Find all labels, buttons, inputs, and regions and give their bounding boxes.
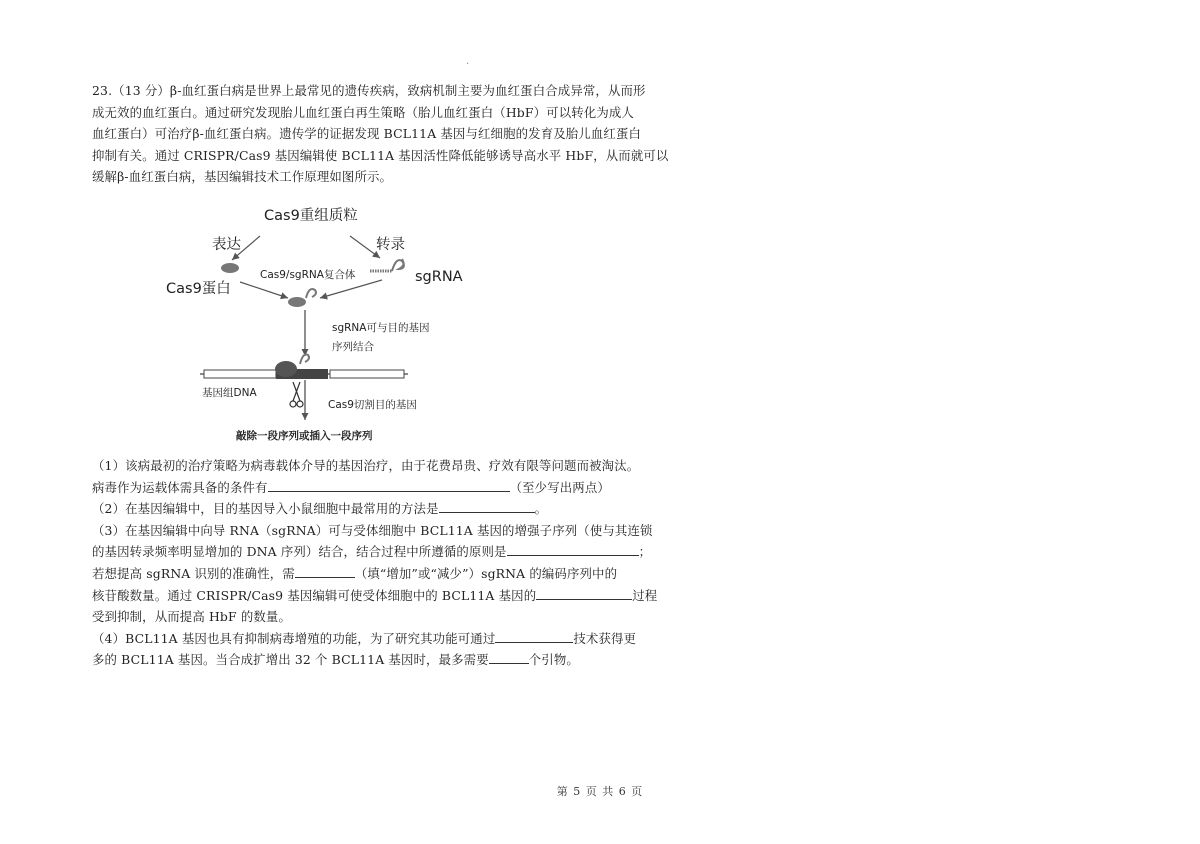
bound-complex [275,361,297,377]
q3-line [92,541,652,563]
answer-blank[interactable] [489,649,529,664]
sgrna-hairpin [392,259,404,271]
plasmid-label: Cas9重组质粒 [264,208,358,224]
bound-hairpin [300,354,309,364]
binding-label-line1: sgRNA可与目的基因 [332,322,430,334]
binding-label-line2: 序列结合 [332,341,374,353]
q3-text: 核苷酸数量。通过 CRISPR/Cas9 基因编辑可使受体细胞中的 BCL11A 基因的 [92,587,537,603]
question-parts [92,455,658,671]
q2-line [92,498,592,520]
q3-line [92,520,653,542]
q1-line [92,455,640,477]
dna-segment-left [204,370,276,378]
answer-blank[interactable] [295,563,355,578]
q1-text: （至少写出两点） [509,479,610,495]
question-intro [92,80,669,188]
transcribe-label: 转录 [376,237,405,253]
q1-text: （1）该病最初的治疗策略为病毒载体介导的基因治疗，由于花费昂贵、疗效有限等问题而被淘汰。 [92,458,640,473]
q3-line [92,585,658,607]
q3-line [92,563,618,585]
result-label: 敲除一段序列或插入一段序列 [236,430,373,442]
q4-text: 技术获得更 [573,630,637,646]
q3-text: （填“增加”或“减少”）sgRNA 的编码序列中的 [354,565,618,581]
intro-line: 血红蛋白）可治疗β-血红蛋白病。遗传学的证据发现 BCL11A 基因与红细胞的发育及胎儿血红蛋白 [92,126,642,142]
q3-text: 的基因转录频率明显增加的 DNA 序列）结合，结合过程中所遵循的原则是 [92,544,507,560]
intro-line: 抑制有关。通过 CRISPR/Cas9 基因编辑使 BCL11A 基因活性降低能够诱导高水平 HbF，从而就可以 [92,147,669,163]
cas9-protein-label: Cas9蛋白 [166,281,231,297]
intro-line: 23.（13 分）β-血红蛋白病是世界上最常见的遗传疾病，致病机制主要为血红蛋白合成异常，从而形 [92,83,646,98]
q3-line [92,606,592,628]
cas9-protein-blob [221,263,239,273]
complex-label: Cas9/sgRNA复合体 [260,269,356,281]
dna-segment-right [330,370,404,378]
genomic-dna-label: 基因组DNA [202,387,257,399]
complex-hairpin [306,289,316,298]
intro-line: 缓解β-血红蛋白病，基因编辑技术工作原理如图所示。 [92,169,393,185]
q4-line [92,649,592,671]
q3-text: 过程 [632,587,658,603]
gene-editing-diagram [160,198,500,448]
page-footer: 第 5 页 共 6 页 [556,785,644,798]
q1-line [92,477,610,499]
q3-text: 受到抑制，从而提高 HbF 的数量。 [92,609,291,625]
q3-text: ； [638,544,652,560]
q1-text: 病毒作为运载体需具备的条件有 [92,479,268,495]
q3-text: （3）在基因编辑中向导 RNA（sgRNA）可与受体细胞中 BCL11A 基因的增强子序列（使与其连锁 [92,522,653,538]
q4-text: 个引物。 [528,652,579,668]
cut-label: Cas9切割目的基因 [328,399,417,411]
answer-blank[interactable] [507,541,639,556]
q3-text: 若想提高 sgRNA 识别的准确性，需 [92,565,295,581]
sgrna-label: sgRNA [415,269,463,285]
answer-blank[interactable] [268,477,510,492]
q2-text: 。 [534,501,548,517]
answer-blank[interactable] [439,498,535,513]
complex-blob [288,297,306,307]
q4-line [92,628,637,650]
sgrna-to-complex-arrow [320,280,382,298]
express-label: 表达 [212,237,241,253]
protein-to-complex-arrow [240,282,288,298]
scissors-ring [297,401,303,407]
answer-blank[interactable] [536,585,632,600]
scissors-ring [290,401,296,407]
q4-text: （4）BCL11A 基因也具有抑制病毒增殖的功能，为了研究其功能可通过 [92,630,496,646]
q4-text: 多的 BCL11A 基因。当合成扩增出 32 个 BCL11A 基因时，最多需要 [92,652,489,668]
intro-line: 成无效的血红蛋白。通过研究发现胎儿血红蛋白再生策略（胎儿血红蛋白（HbF）可以转化为成人 [92,104,634,120]
answer-blank[interactable] [495,628,573,643]
q2-text: （2）在基因编辑中，目的基因导入小鼠细胞中最常用的方法是 [92,501,439,517]
page-top-mark: . [466,56,470,67]
